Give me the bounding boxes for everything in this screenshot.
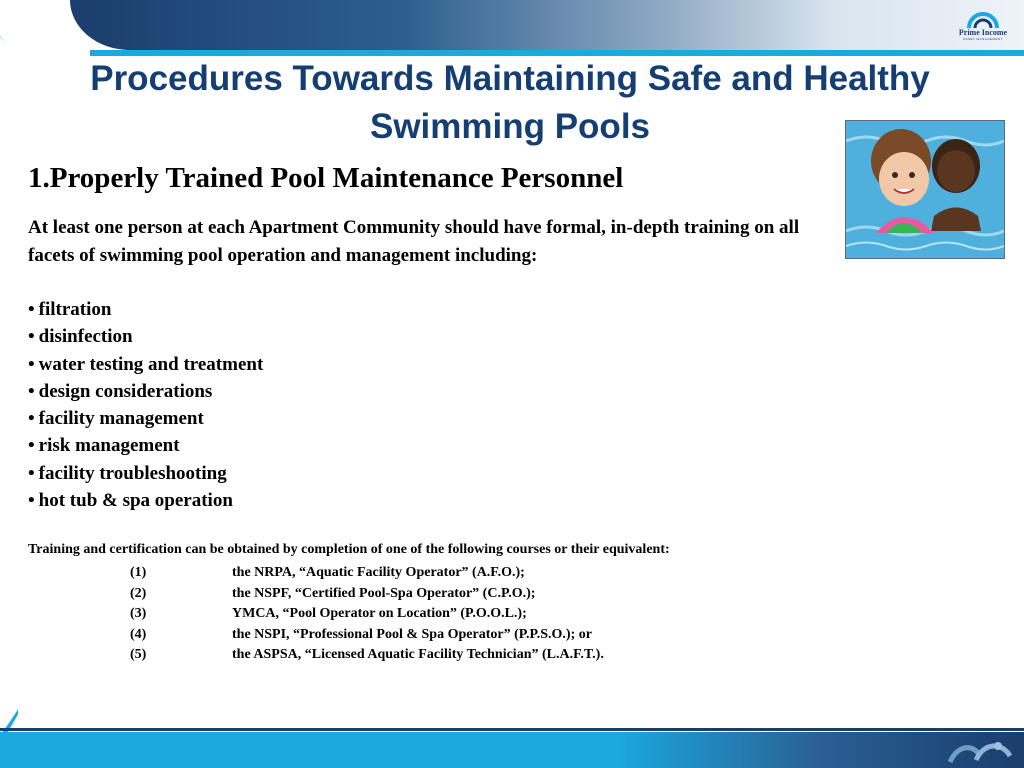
topic-text: hot tub & spa operation (38, 490, 233, 512)
course-number: (2) (130, 585, 147, 601)
topic-text: facility management (38, 408, 204, 430)
prime-income-logo (950, 12, 1016, 46)
logo-arc-icon (965, 12, 1001, 28)
section-intro: At least one person at each Apartment Community should have formal, in-depth training on all facets of swimming pool operation and management including: (28, 217, 800, 266)
logo-name: Prime Income (958, 28, 1008, 37)
bottom-banner (0, 732, 1024, 768)
bullet-icon: • (28, 353, 35, 375)
list-item (28, 405, 263, 432)
bullet-icon: • (28, 380, 35, 402)
course-text: the NRPA, “Aquatic Facility Operator” (A.F.O.); (232, 565, 525, 580)
topic-list (28, 296, 263, 514)
pool-photo-icon (846, 121, 1004, 258)
list-item (28, 432, 263, 459)
list-item (28, 460, 263, 487)
course-item (130, 645, 604, 666)
topic-text: water testing and treatment (38, 353, 264, 375)
course-list (130, 563, 604, 666)
course-number: (1) (130, 565, 147, 580)
bullet-icon: • (28, 326, 35, 348)
section-heading: 1.Properly Trained Pool Maintenance Personnel (28, 162, 624, 194)
bullet-icon: • (28, 408, 35, 430)
training-intro: Training and certification can be obtained by completion of one of the following courses or their equivalent: (28, 542, 670, 557)
top-banner (70, 0, 1024, 50)
children-in-pool-photo (845, 120, 1005, 259)
bullet-icon: • (28, 299, 35, 320)
course-text: the NSPI, “Professional Pool & Spa Operator” (P.P.S.O.); or (232, 626, 592, 642)
course-text: YMCA, “Pool Operator on Location” (P.O.O.L.); (232, 606, 527, 621)
course-text: the ASPSA, “Licensed Aquatic Facility Technician” (L.A.F.T.). (232, 647, 604, 662)
course-item (130, 604, 604, 625)
course-item (130, 563, 604, 584)
list-item (28, 323, 263, 350)
topic-text: filtration (38, 299, 112, 320)
topic-text: design considerations (38, 380, 213, 402)
list-item (28, 487, 263, 514)
bottom-rule (0, 728, 1024, 731)
topic-text: disinfection (38, 326, 133, 348)
course-text: the NSPF, “Certified Pool-Spa Operator” (C.P.O.); (232, 585, 536, 601)
list-item (28, 296, 263, 323)
course-number: (5) (130, 647, 147, 662)
logo-tagline: ASSET MANAGEMENT (962, 37, 1004, 41)
course-item (130, 625, 604, 646)
course-number: (3) (130, 606, 147, 621)
slide-title: Procedures Towards Maintaining Safe and Healthy Swimming Pools (90, 59, 930, 146)
topic-text: facility troubleshooting (38, 462, 227, 484)
course-number: (4) (130, 626, 147, 642)
bullet-icon: • (28, 435, 35, 457)
list-item (28, 378, 263, 405)
topic-text: risk management (38, 435, 180, 457)
bullet-icon: • (28, 462, 35, 484)
course-item (130, 584, 604, 605)
bullet-icon: • (28, 490, 35, 512)
footer-swirl-logo-icon (940, 734, 1024, 768)
list-item (28, 351, 263, 378)
